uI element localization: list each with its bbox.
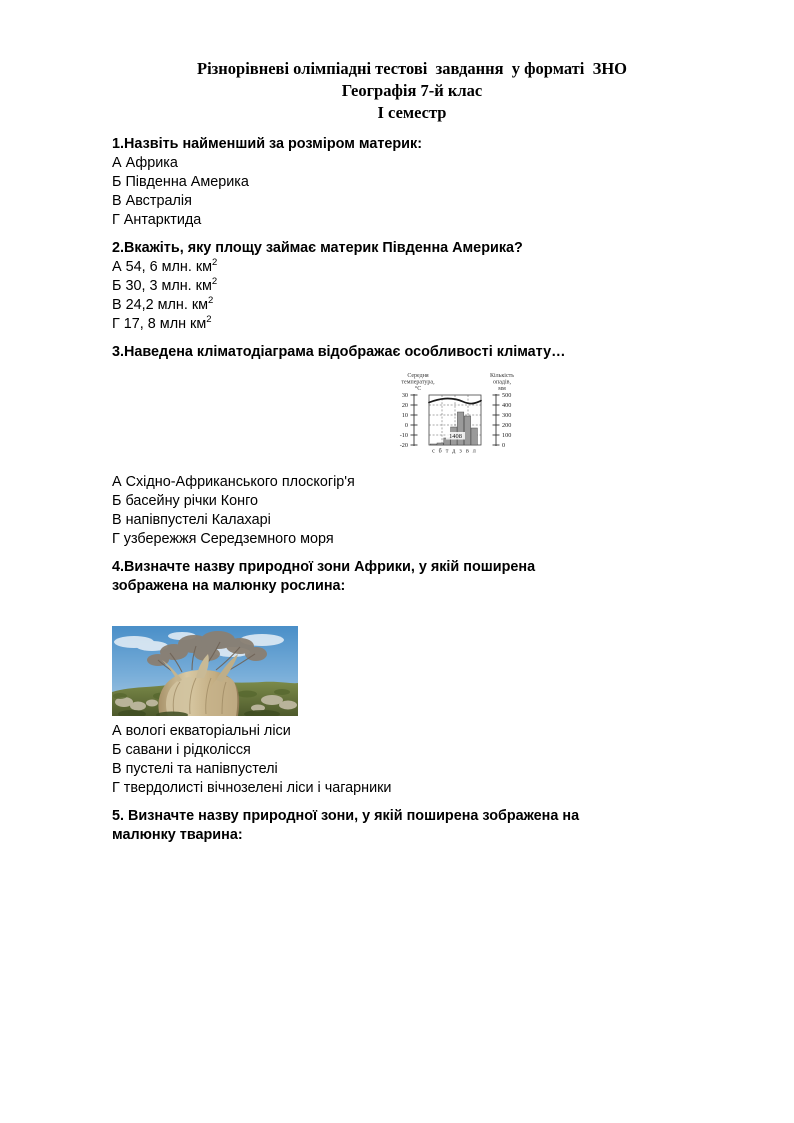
question-1-option-g: Г Антарктида bbox=[112, 211, 202, 228]
question-2-option-g bbox=[112, 315, 712, 334]
baobab-photo-figure bbox=[112, 626, 712, 716]
question-2-option-b-text: Б 30, 3 млн. км bbox=[112, 277, 212, 294]
climate-diagram bbox=[384, 369, 530, 461]
svg-text:300: 300 bbox=[502, 411, 512, 419]
svg-text:в: в bbox=[465, 448, 469, 455]
question-2-option-a bbox=[112, 258, 712, 277]
svg-text:з: з bbox=[459, 448, 462, 455]
svg-text:20: 20 bbox=[401, 401, 408, 409]
question-4-option-v: В пустелі та напівпустелі bbox=[112, 761, 278, 778]
question-2-option-v-text: В 24,2 млн. км bbox=[112, 296, 209, 313]
svg-text:мм: мм bbox=[498, 385, 506, 392]
title-line-3: I семестр bbox=[377, 102, 447, 122]
document-title bbox=[112, 58, 712, 124]
svg-text:°C: °C bbox=[414, 385, 422, 392]
svg-text:1408: 1408 bbox=[449, 433, 462, 441]
superscript-square: 2 bbox=[212, 257, 218, 269]
question-3-prompt: 3.Наведена кліматодіаграма відображає особливості клімату… bbox=[112, 343, 566, 360]
question-4-option-a: А вологі екваторіальні ліси bbox=[112, 723, 291, 740]
svg-text:б: б bbox=[438, 448, 442, 455]
question-3-option-v: В напівпустелі Калахарі bbox=[112, 512, 271, 529]
svg-text:д: д bbox=[452, 448, 456, 455]
document-content bbox=[112, 58, 712, 845]
svg-text:30: 30 bbox=[401, 391, 408, 399]
question-4-option-g: Г твердолисті вічнозелені ліси і чагарники bbox=[112, 780, 392, 797]
question-5-prompt bbox=[112, 807, 712, 845]
svg-text:10: 10 bbox=[401, 411, 408, 419]
svg-text:л: л bbox=[472, 448, 476, 455]
baobab-photo bbox=[112, 626, 298, 716]
svg-text:200: 200 bbox=[502, 421, 512, 429]
question-2-option-a-text: А 54, 6 млн. км bbox=[112, 258, 213, 275]
question-1-option-b: Б Південна Америка bbox=[112, 173, 249, 190]
question-4-option-b: Б савани і рідколісся bbox=[112, 742, 251, 759]
question-2-option-b bbox=[112, 277, 712, 296]
superscript-square: 2 bbox=[206, 314, 212, 326]
question-1-option-v: В Австралія bbox=[112, 192, 192, 209]
question-2-option-v bbox=[112, 296, 712, 315]
question-4-prompt-line-1: 4.Визначте назву природної зони Африки, у якій поширена bbox=[112, 559, 536, 576]
question-4-prompt bbox=[112, 558, 712, 596]
svg-text:-20: -20 bbox=[399, 441, 408, 449]
question-5-prompt-line-1: 5. Визначте назву природної зони, у якій поширена зображена на bbox=[112, 808, 580, 825]
superscript-square: 2 bbox=[211, 276, 218, 288]
svg-text:0: 0 bbox=[502, 441, 506, 449]
superscript-square: 2 bbox=[208, 295, 214, 307]
question-1-option-a: А Африка bbox=[112, 154, 178, 171]
svg-text:400: 400 bbox=[502, 401, 512, 409]
title-line-2: Географія 7-й клас bbox=[341, 80, 483, 100]
svg-text:100: 100 bbox=[502, 431, 512, 439]
question-3-option-a: А Східно-Африканського плоскогір'я bbox=[112, 473, 355, 490]
question-2-prompt: 2.Вкажіть, яку площу займає материк Південна Америка? bbox=[112, 239, 523, 256]
question-5-prompt-line-2: малюнку тварина: bbox=[112, 827, 243, 844]
question-3-option-g: Г узбережжя Середземного моря bbox=[112, 531, 334, 548]
question-1-prompt: 1.Назвіть найменший за розміром материк: bbox=[112, 135, 423, 152]
svg-text:опадів,: опадів, bbox=[493, 379, 511, 386]
svg-text:Кількість: Кількість bbox=[489, 372, 515, 379]
question-4-prompt-line-2: зображена на малюнку рослина: bbox=[112, 578, 346, 595]
svg-text:т: т bbox=[445, 448, 449, 455]
question-2-option-g-text: Г 17, 8 млн км bbox=[112, 315, 207, 332]
svg-text:-10: -10 bbox=[399, 431, 408, 439]
title-line-1: Різнорівневі олімпіадні тестові завдання у форматі ЗНО bbox=[196, 59, 627, 78]
svg-text:0: 0 bbox=[404, 421, 408, 429]
climate-diagram-figure bbox=[112, 369, 712, 461]
question-3-option-b: Б басейну річки Конго bbox=[112, 493, 259, 509]
svg-text:с: с bbox=[432, 448, 435, 455]
svg-text:Середня: Середня bbox=[407, 372, 429, 379]
svg-text:500: 500 bbox=[502, 391, 512, 399]
svg-text:температура,: температура, bbox=[401, 379, 435, 386]
